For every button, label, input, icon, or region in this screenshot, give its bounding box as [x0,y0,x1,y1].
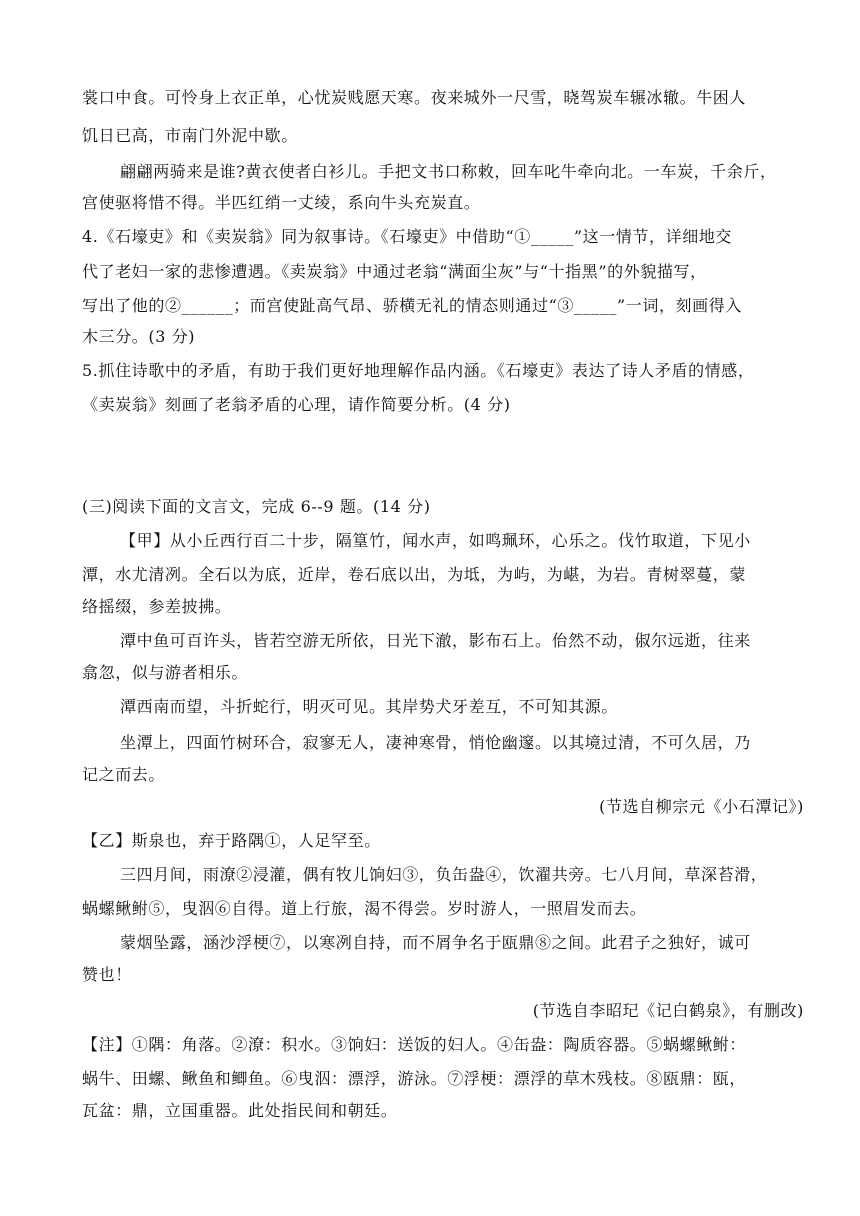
notes-line: 瓦盆：鼎，立国重器。此处指民间和朝廷。 [82,1101,398,1120]
passage-yi-line: 三四月间，雨潦②浸灌，偶有牧儿饷妇③，负缶盎④，饮濯共旁。七八月间，草深苔滑， [120,865,768,884]
passage-jia-line: 翕忽，似与游者相乐。 [82,663,249,682]
passage-jia-line: 记之而去。 [82,765,166,784]
question-4-line: 木三分。(3 分) [82,327,196,346]
poem-line: 饥日已高，市南门外泥中歇。 [82,126,298,145]
passage-jia-line: 络摇缀，参差披拂。 [82,597,232,616]
passage-yi-source: (节选自李昭玘《记白鹤泉》，有删改) [532,1001,804,1020]
passage-yi-line: 蒙烟坠露，涵沙浮梗⑦，以寒冽自持，而不屑争名于瓯鼎⑧之间。此君子之独好，诚可 [120,933,751,952]
question-4-line: 写出了他的②______；而宫使趾高气昂、骄横无礼的情态则通过“③_____”一词，刻画得入 [82,296,742,315]
passage-yi-line: 【乙】斯泉也，弃于路隅①，人足罕至。 [82,831,381,850]
passage-jia-line: 潭西南而望，斗折蛇行，明灭可见。其岸势犬牙差互，不可知其源。 [120,697,619,716]
notes-line: 【注】①隅：角落。②潦：积水。③饷妇：送饭的妇人。④缶盎：陶质容器。⑤蜗螺鳅鲋： [82,1035,747,1054]
question-5-line: 5.抓住诗歌中的矛盾，有助于我们更好地理解作品内涵。《石壕吏》表达了诗人矛盾的情感， [82,361,755,380]
question-4-line: 4.《石壕吏》和《卖炭翁》同为叙事诗。《石壕吏》中借助“①_____”这一情节，详细地交 [82,227,733,246]
passage-jia-line: 潭，水尤清冽。全石以为底，近岸，卷石底以出，为坻，为屿，为嵁，为岩。青树翠蔓，蒙 [82,565,747,584]
passage-jia-line: 潭中鱼可百许头，皆若空游无所依，日光下澈，影布石上。佁然不动，俶尔远逝，往来 [120,631,751,650]
poem-line: 翩翩两骑来是谁?黄衣使者白衫儿。手把文书口称敕，回车叱牛牵向北。一车炭，千余斤， [120,162,777,181]
question-5-line: 《卖炭翁》刻画了老翁矛盾的心理，请作简要分析。(4 分) [82,395,511,414]
passage-yi-line: 蜗螺鳅鲋⑤，曳泅⑥自得。道上行旅，渴不得尝。岁时游人，一照眉发而去。 [82,899,647,918]
passage-jia-source: (节选自柳宗元《小石潭记》) [599,797,804,816]
poem-line: 宫使驱将惜不得。半匹红绡一丈绫，系向牛头充炭直。 [82,193,481,212]
poem-line: 裳口中食。可怜身上衣正单，心忧炭贱愿天寒。夜来城外一尺雪，晓驾炭车辗冰辙。牛困人 [82,88,747,107]
passage-jia-line: 【甲】从小丘西行百二十步，隔篁竹，闻水声，如鸣珮环，心乐之。伐竹取道，下见小 [120,531,751,550]
question-4-line: 代了老妇一家的悲惨遭遇。《卖炭翁》中通过老翁“满面尘灰”与“十指黑”的外貌描写， [82,262,707,281]
notes-line: 蜗牛、田螺、鳅鱼和鲫鱼。⑥曳泅：漂浮，游泳。⑦浮梗：漂浮的草木残枝。⑧瓯鼎：瓯， [82,1069,747,1088]
passage-jia-line: 坐潭上，四面竹树环合，寂寥无人，凄神寒骨，悄怆幽邃。以其境过清，不可久居，乃 [120,733,751,752]
passage-yi-line: 赞也！ [82,965,132,984]
section-title: (三)阅读下面的文言文，完成 6--9 题。(14 分) [82,497,431,516]
